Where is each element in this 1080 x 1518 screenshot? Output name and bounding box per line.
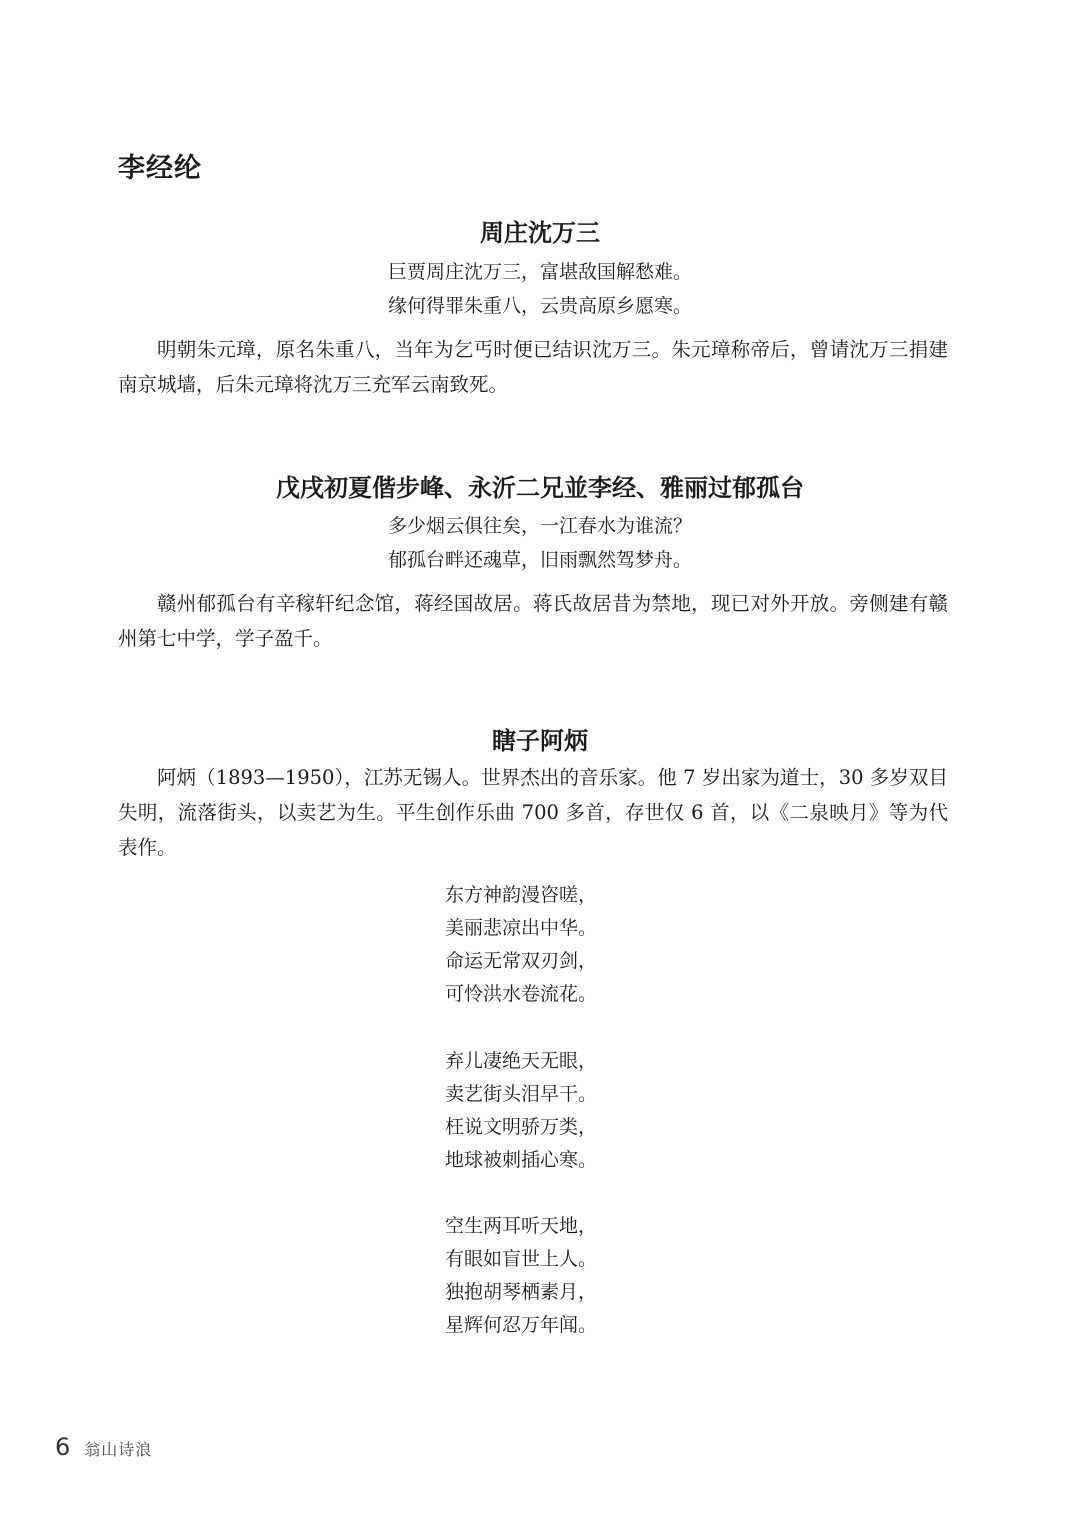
verse-line: 弃儿凄绝天无眼， bbox=[445, 1050, 598, 1072]
poem-title: 戊戌初夏偕步峰、永沂二兄並李经、雅丽过郁孤台 bbox=[276, 474, 804, 502]
verse-line: 东方神韵漫咨嗟， bbox=[445, 884, 598, 906]
verse-line: 多少烟云俱往矣，一江春水为谁流？ bbox=[387, 515, 692, 537]
verse-line: 命运无常双刃剑， bbox=[445, 950, 598, 972]
page-number: 6 bbox=[55, 1433, 71, 1461]
verse-line: 可怜洪水卷流花。 bbox=[445, 983, 598, 1005]
poem-stanza bbox=[445, 879, 597, 1011]
verse-line: 空生两耳听天地， bbox=[445, 1215, 598, 1237]
poem-title: 周庄沈万三 bbox=[480, 219, 600, 247]
page-footer bbox=[55, 1433, 152, 1461]
author-name: 李经纶 bbox=[118, 153, 202, 184]
verse-line: 缘何得罪朱重八，云贵高原乡愿寒。 bbox=[387, 295, 692, 317]
poem-note: 赣州郁孤台有辛稼轩纪念馆，蒋经国故居。蒋氏故居昔为禁地，现已对外开放。旁侧建有赣州第七中学，学子盈千。 bbox=[118, 592, 948, 650]
verse-line: 地球被刺插心寒。 bbox=[445, 1149, 598, 1171]
poem-note: 阿炳（1893—1950），江苏无锡人。世界杰出的音乐家。他 7 岁出家为道士，30 多岁双目失明，流落街头，以卖艺为生。平生创作乐曲 700 多首，存世仅 6 首，以《二泉映月》等为代表作。 bbox=[118, 766, 948, 859]
verse-line: 独抱胡琴栖素月， bbox=[445, 1281, 598, 1303]
poem-stanza bbox=[445, 1210, 597, 1342]
verse-line: 有眼如盲世上人。 bbox=[445, 1248, 598, 1270]
poem-verse bbox=[0, 255, 1080, 323]
verse-line: 枉说文明骄万类， bbox=[445, 1116, 598, 1138]
verse-line: 星辉何忍万年闻。 bbox=[445, 1314, 598, 1336]
poem-verse bbox=[0, 509, 1080, 577]
journal-name: 翁山诗浪 bbox=[84, 1440, 153, 1459]
poem-title: 瞎子阿炳 bbox=[492, 727, 588, 755]
verse-line: 郁孤台畔还魂草，旧雨飘然驾梦舟。 bbox=[387, 549, 692, 571]
verse-line: 卖艺街头泪早干。 bbox=[445, 1083, 598, 1105]
poem-stanza bbox=[445, 1045, 597, 1177]
verse-line: 美丽悲凉出中华。 bbox=[445, 917, 598, 939]
verse-line: 巨贾周庄沈万三，富堪敌国解愁难。 bbox=[387, 261, 692, 283]
poem-note: 明朝朱元璋，原名朱重八，当年为乞丐时便已结识沈万三。朱元璋称帝后，曾请沈万三捐建南京城墙，后朱元璋将沈万三充军云南致死。 bbox=[118, 338, 948, 396]
